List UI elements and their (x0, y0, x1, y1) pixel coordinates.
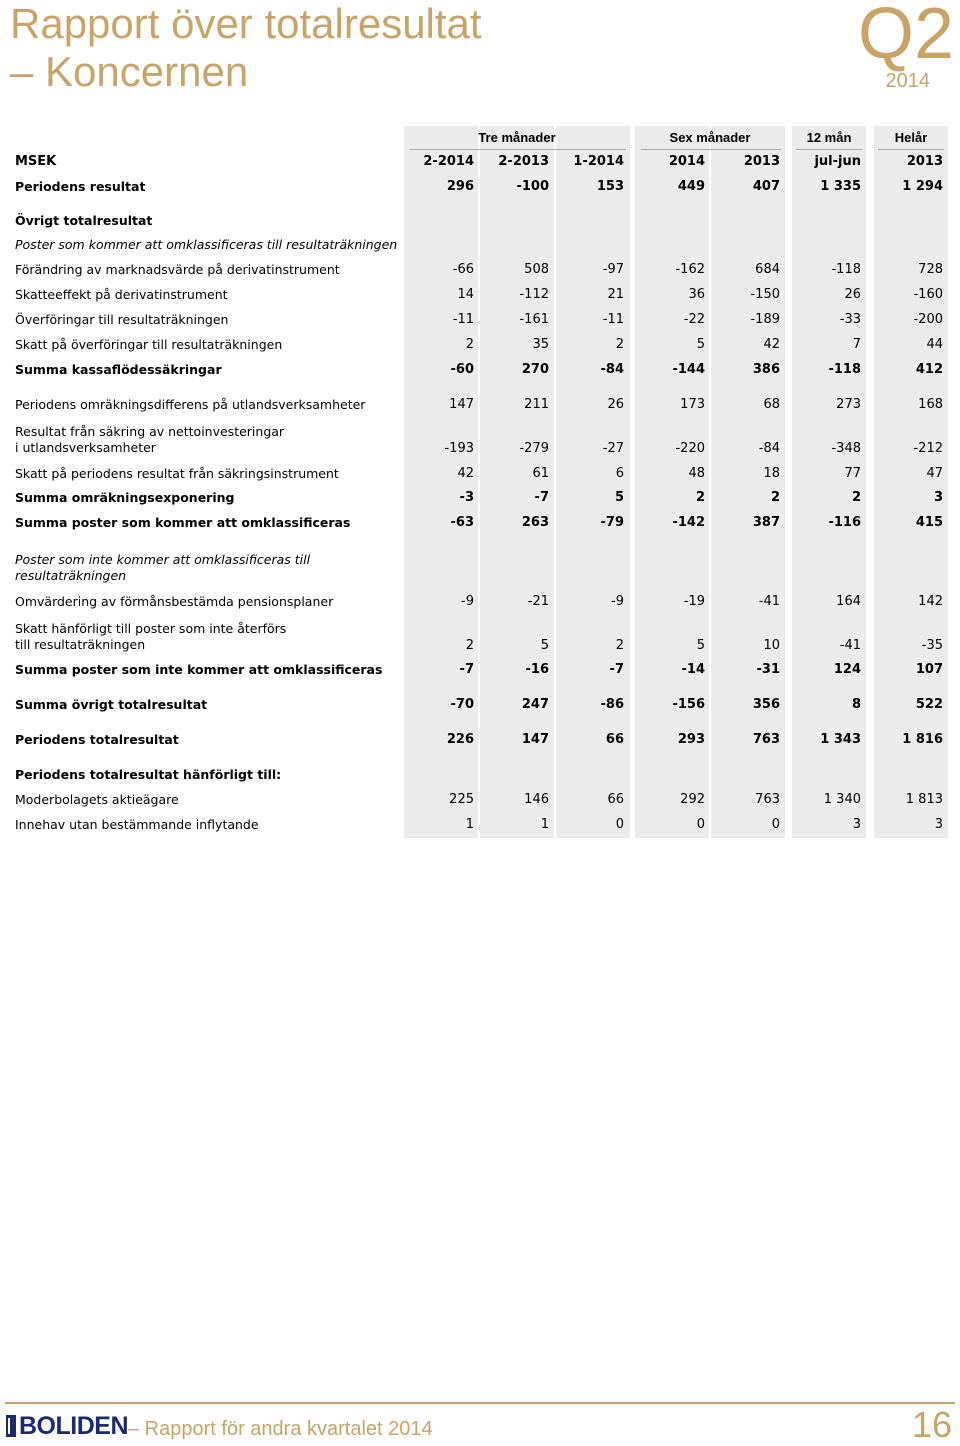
title-line-2: – Koncernen (10, 48, 249, 95)
table-cell: 61 (532, 466, 549, 481)
column-header: jul-jun (814, 154, 861, 169)
table-cell: -7 (534, 490, 549, 505)
table-row (0, 466, 960, 488)
table-row (0, 767, 960, 789)
table-cell: 508 (524, 262, 549, 277)
table-cell: 247 (521, 697, 549, 712)
table-cell: 1 343 (820, 732, 861, 747)
table-cell: 5 (540, 638, 549, 653)
row-label: Skatt på överföringar till resultaträkningen (15, 337, 283, 352)
table-cell: 270 (521, 362, 549, 377)
table-cell: -22 (683, 312, 705, 327)
table-cell: -100 (516, 179, 549, 194)
logo-mark-icon (6, 1415, 16, 1437)
table-cell: -11 (602, 312, 624, 327)
table-row (0, 594, 960, 616)
table-row (0, 552, 960, 583)
table-cell: 273 (836, 397, 861, 412)
table-cell: 2 (695, 490, 705, 505)
table-row (0, 732, 960, 754)
table-cell: 2 (465, 638, 474, 653)
table-cell: 763 (752, 732, 780, 747)
table-cell: 124 (833, 662, 861, 677)
table-cell: 1 335 (820, 179, 861, 194)
table-cell: -200 (913, 312, 943, 327)
table-cell: 142 (918, 594, 943, 609)
table-cell: 3 (933, 490, 943, 505)
table-cell: 36 (688, 287, 705, 302)
row-label: Summa övrigt totalresultat (15, 697, 208, 712)
table-cell: -35 (921, 638, 943, 653)
table-cell: 5 (614, 490, 624, 505)
table-row (0, 792, 960, 814)
table-cell: 48 (688, 466, 705, 481)
table-cell: 6 (615, 466, 624, 481)
table-cell: 26 (607, 397, 624, 412)
table-cell: 684 (755, 262, 780, 277)
table-row (0, 490, 960, 512)
table-cell: 153 (596, 179, 624, 194)
table-cell: 3 (852, 817, 861, 832)
table-cell: -162 (675, 262, 705, 277)
table-cell: 26 (844, 287, 861, 302)
table-cell: 107 (915, 662, 943, 677)
table-cell: -41 (839, 638, 861, 653)
table-cell: -160 (913, 287, 943, 302)
table-row (0, 515, 960, 537)
table-cell: -189 (750, 312, 780, 327)
table-cell: -86 (600, 697, 624, 712)
table-cell: -118 (828, 362, 861, 377)
table-cell: -7 (609, 662, 624, 677)
table-row (0, 179, 960, 201)
table-cell: 35 (532, 337, 549, 352)
table-cell: -7 (459, 662, 474, 677)
table-cell: 356 (752, 697, 780, 712)
row-label: Övrigt totalresultat (15, 213, 153, 228)
table-cell: 7 (852, 337, 861, 352)
footer-report-title: – Rapport för andra kvartalet 2014 (128, 1418, 433, 1440)
column-header: 2-2014 (423, 154, 474, 169)
table-cell: -70 (450, 697, 474, 712)
table-cell: 168 (918, 397, 943, 412)
table-cell: -3 (459, 490, 474, 505)
table-cell: -9 (611, 594, 624, 609)
table-cell: -279 (519, 441, 549, 456)
table-cell: 77 (844, 466, 861, 481)
table-cell: 8 (851, 697, 861, 712)
page-title (10, 0, 482, 96)
row-label: Periodens resultat (15, 179, 146, 194)
table-cell: -16 (525, 662, 549, 677)
table-cell: 164 (836, 594, 861, 609)
table-cell: -27 (602, 441, 624, 456)
table-row (0, 362, 960, 384)
table-cell: -21 (527, 594, 549, 609)
row-label: Överföringar till resultaträkningen (15, 312, 229, 327)
table-cell: -97 (602, 262, 624, 277)
header-divider (410, 149, 626, 150)
table-cell: 66 (605, 732, 624, 747)
table-cell: -142 (672, 515, 705, 530)
table-cell: 14 (457, 287, 474, 302)
table-cell: 2 (851, 490, 861, 505)
table-cell: 1 816 (902, 732, 943, 747)
table-cell: 66 (607, 792, 624, 807)
group-header-full-year: Helår (894, 130, 928, 145)
table-row (0, 697, 960, 719)
table-cell: 263 (521, 515, 549, 530)
table-cell: 21 (607, 287, 624, 302)
table-cell: -156 (672, 697, 705, 712)
row-label: Skatteeffekt på derivatinstrument (15, 287, 228, 302)
table-cell: 407 (752, 179, 780, 194)
table-cell: 1 (540, 817, 549, 832)
table-cell: -14 (681, 662, 705, 677)
table-cell: 47 (926, 466, 943, 481)
table-cell: -220 (675, 441, 705, 456)
row-label: Summa poster som kommer att omklassificeras (15, 515, 351, 530)
header-divider (878, 149, 944, 150)
table-cell: -161 (519, 312, 549, 327)
table-cell: 1 294 (902, 179, 943, 194)
row-label: Omvärdering av förmånsbestämda pensionsplaner (15, 594, 334, 609)
title-line-1: Rapport över totalresultat (10, 0, 482, 47)
table-row (0, 817, 960, 839)
table-cell: 225 (449, 792, 474, 807)
table-cell: -11 (452, 312, 474, 327)
table-cell: 0 (771, 817, 780, 832)
table-row (0, 312, 960, 334)
row-label: Moderbolagets aktieägare (15, 792, 179, 807)
column-header: 2-2013 (498, 154, 549, 169)
table-cell: 296 (446, 179, 474, 194)
column-header: 2013 (743, 154, 780, 169)
table-cell: 42 (457, 466, 474, 481)
table-cell: 147 (521, 732, 549, 747)
table-cell: 2 (770, 490, 780, 505)
group-header-three-months: Tre månader (478, 130, 556, 145)
table-row (0, 213, 960, 235)
row-label: Periodens totalresultat (15, 732, 179, 747)
table-row (0, 662, 960, 684)
table-cell: 522 (915, 697, 943, 712)
table-row (0, 424, 960, 456)
table-cell: -33 (839, 312, 861, 327)
table-cell: 147 (449, 397, 474, 412)
company-logo (6, 1411, 128, 1440)
table-cell: 44 (926, 337, 943, 352)
table-cell: 293 (677, 732, 705, 747)
logo-text: BOLIDEN (19, 1411, 128, 1440)
table-cell: 2 (615, 337, 624, 352)
quarter-label: Q2 (857, 0, 954, 74)
table-cell: -116 (828, 515, 861, 530)
table-cell: 1 813 (905, 792, 943, 807)
row-label: Innehav utan bestämmande inflytande (15, 817, 259, 832)
table-cell: -31 (756, 662, 780, 677)
table-row (0, 397, 960, 419)
table-cell: 415 (915, 515, 943, 530)
table-cell: 386 (752, 362, 780, 377)
table-cell: 0 (696, 817, 705, 832)
header-divider (796, 149, 862, 150)
table-cell: -79 (600, 515, 624, 530)
table-cell: 728 (918, 262, 943, 277)
group-header-12-months: 12 mån (806, 130, 852, 145)
table-cell: -19 (683, 594, 705, 609)
table-cell: -66 (452, 262, 474, 277)
row-label: Summa poster som inte kommer att omklassificeras (15, 662, 383, 677)
page-number: 16 (911, 1404, 952, 1445)
table-cell: 173 (680, 397, 705, 412)
table-cell: 146 (524, 792, 549, 807)
row-label: Periodens totalresultat hänförligt till: (15, 767, 282, 782)
table-cell: 763 (755, 792, 780, 807)
unit-label: MSEK (15, 154, 57, 169)
table-cell: 1 (465, 817, 474, 832)
row-label: Summa kassaflödessäkringar (15, 362, 222, 377)
table-cell: -84 (758, 441, 780, 456)
table-cell: 1 340 (823, 792, 861, 807)
table-cell: -348 (831, 441, 861, 456)
table-cell: -212 (913, 441, 943, 456)
row-label: Poster som inte kommer att omklassificeras till resultaträkningen (15, 552, 311, 583)
row-label: Summa omräkningsexponering (15, 490, 235, 505)
table-cell: -144 (672, 362, 705, 377)
table-cell: -60 (450, 362, 474, 377)
table-row (0, 337, 960, 359)
table-cell: 0 (615, 817, 624, 832)
table-cell: 292 (680, 792, 705, 807)
table-cell: 2 (465, 337, 474, 352)
table-row (0, 262, 960, 284)
table-cell: -193 (444, 441, 474, 456)
table-row (0, 621, 960, 653)
table-row (0, 237, 960, 259)
column-header: 1-2014 (573, 154, 624, 169)
group-header-six-months: Sex månader (669, 130, 751, 145)
table-cell: -150 (750, 287, 780, 302)
table-cell: -41 (758, 594, 780, 609)
table-cell: 2 (615, 638, 624, 653)
table-cell: -84 (600, 362, 624, 377)
column-header: 2013 (906, 154, 943, 169)
table-cell: 412 (915, 362, 943, 377)
header-divider (641, 149, 781, 150)
row-label: Resultat från säkring av nettoinvesteringar i utlandsverksamheter (15, 424, 285, 455)
table-cell: 387 (752, 515, 780, 530)
table-cell: -63 (450, 515, 474, 530)
table-cell: 211 (524, 397, 549, 412)
table-cell: 226 (446, 732, 474, 747)
table-cell: -9 (461, 594, 474, 609)
table-cell: 449 (677, 179, 705, 194)
table-cell: 18 (763, 466, 780, 481)
row-label: Förändring av marknadsvärde på derivatinstrument (15, 262, 340, 277)
year-label: 2014 (885, 70, 930, 92)
footer-divider (5, 1402, 955, 1404)
table-cell: 3 (934, 817, 943, 832)
table-cell: 5 (696, 337, 705, 352)
table-cell: 5 (696, 638, 705, 653)
table-cell: 10 (763, 638, 780, 653)
row-label: Poster som kommer att omklassificeras till resultaträkningen (15, 237, 398, 252)
column-header: 2014 (668, 154, 705, 169)
table-cell: -112 (519, 287, 549, 302)
row-label: Skatt på periodens resultat från säkringsinstrument (15, 466, 339, 481)
column-header-row (0, 154, 960, 176)
table-cell: 68 (763, 397, 780, 412)
row-label: Skatt hänförligt till poster som inte återförs till resultaträkningen (15, 621, 287, 652)
table-cell: 42 (763, 337, 780, 352)
row-label: Periodens omräkningsdifferens på utlandsverksamheter (15, 397, 366, 412)
table-cell: -118 (831, 262, 861, 277)
table-row (0, 287, 960, 309)
